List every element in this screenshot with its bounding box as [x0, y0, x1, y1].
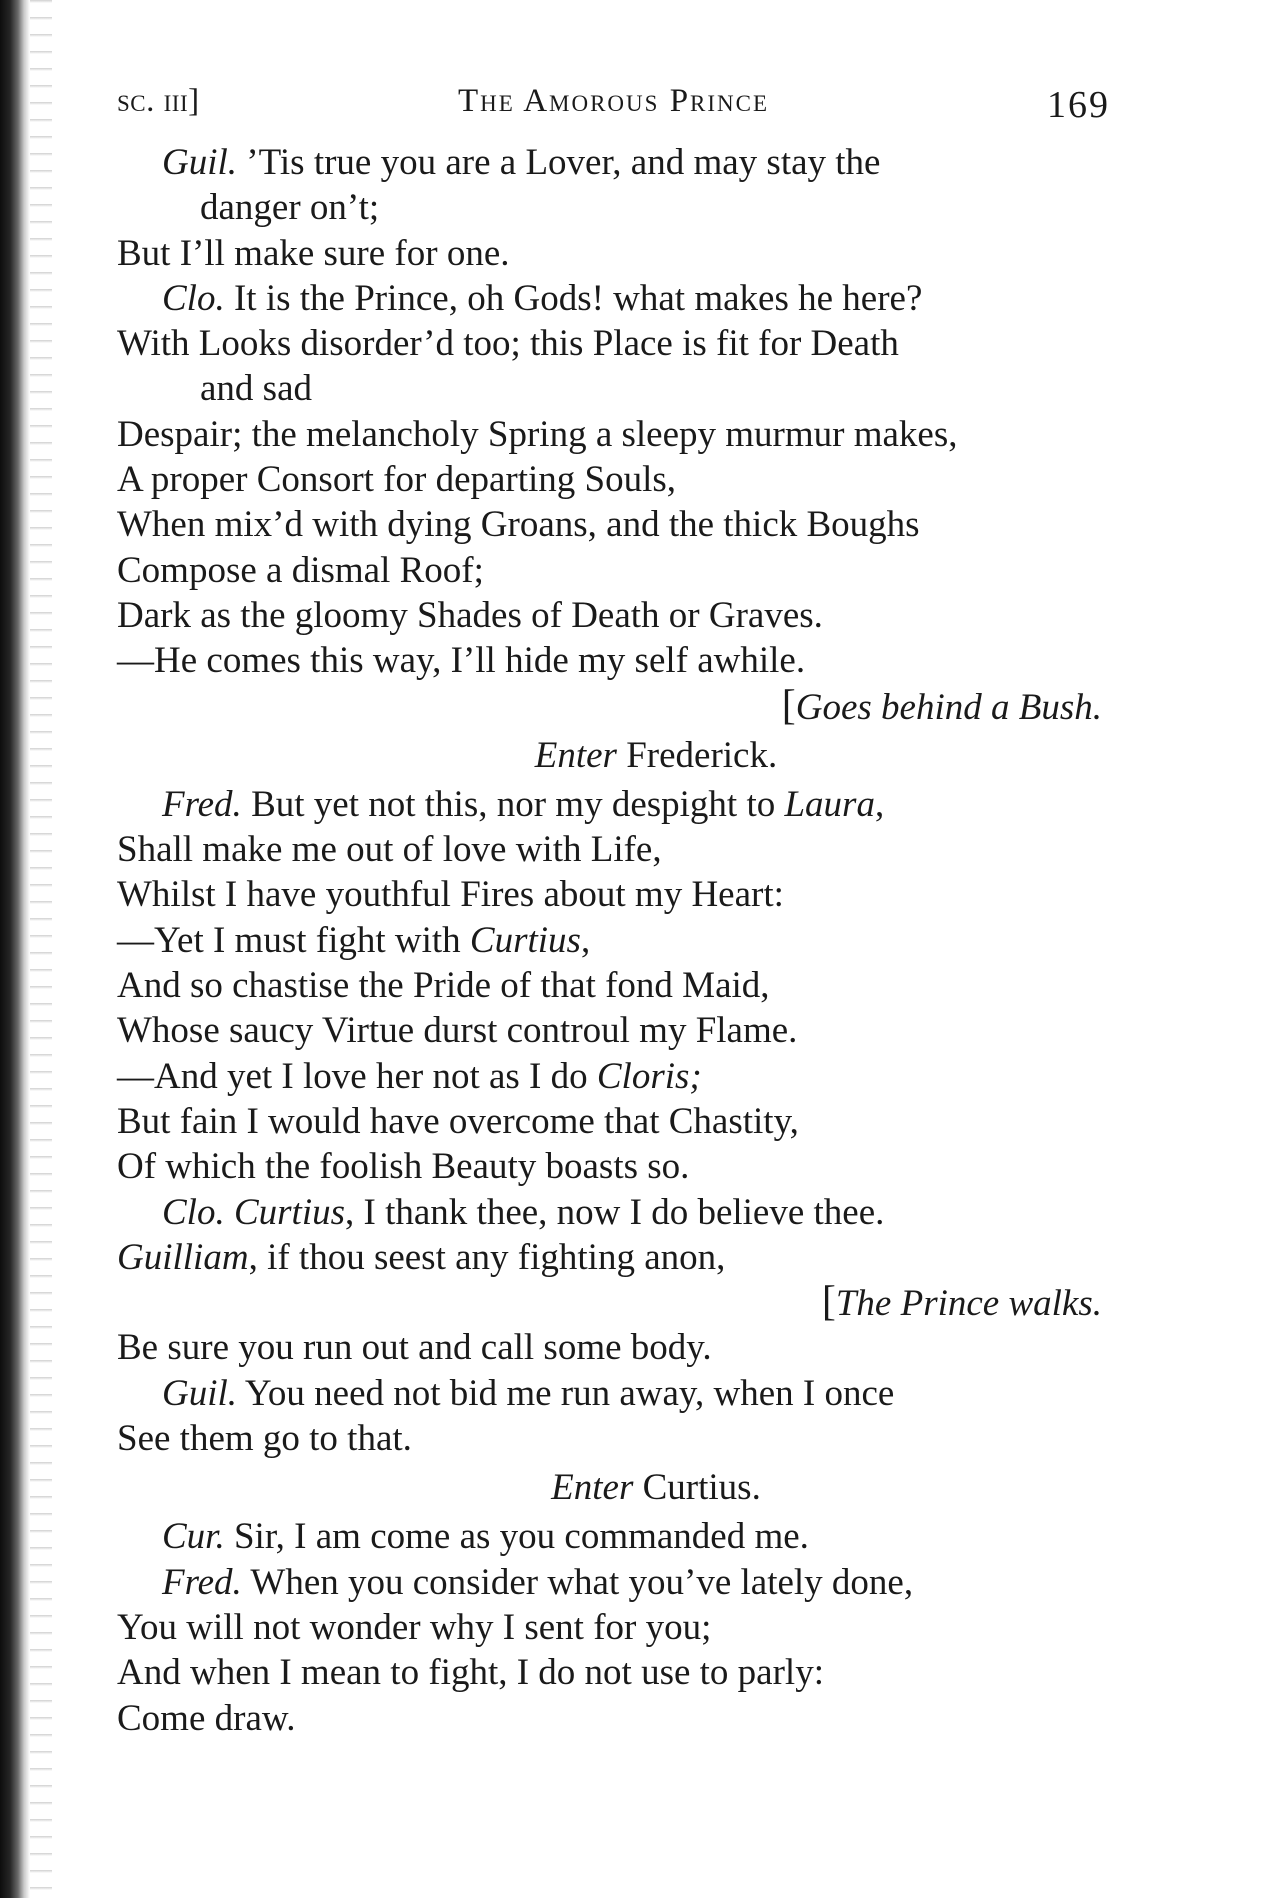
line-text: But I’ll make sure for one. [117, 232, 510, 274]
speaker-name: Fred. [162, 783, 242, 825]
line-text: But yet not this, nor my despight to [241, 783, 785, 825]
verse-line [117, 231, 1115, 276]
speaker-name: Guil. [162, 1372, 238, 1414]
dialogue-line [117, 276, 1115, 321]
line-text: Of which the foolish Beauty boasts so. [117, 1146, 690, 1188]
verse-line [117, 1054, 1115, 1099]
entrance-direction [117, 729, 1115, 782]
character-name: Frederick. [616, 734, 778, 776]
verse-line [117, 1325, 1115, 1370]
line-text: When mix’d with dying Groans, and the thick Boughs [117, 504, 920, 546]
verse-line [117, 1416, 1115, 1461]
line-text: And when I mean to fight, I do not use to parly: [117, 1652, 824, 1694]
play-text [117, 140, 1115, 1741]
line-text: You need not bid me run away, when I once [237, 1372, 895, 1414]
stage-direction [117, 684, 1115, 729]
line-text: When you consider what you’ve lately done, [241, 1561, 914, 1603]
dialogue-line [117, 1190, 1115, 1235]
line-text: But fain I would have overcome that Chastity, [117, 1100, 799, 1142]
line-text: Sir, I am come as you commanded me. [224, 1516, 809, 1558]
line-text: and sad [200, 368, 312, 410]
speaker-name: Fred. [162, 1561, 242, 1603]
italic-name: Guilliam [117, 1236, 249, 1278]
speaker-name: Clo. [162, 277, 225, 319]
line-text: And so chastise the Pride of that fond Maid, [117, 965, 770, 1007]
speaker-name: Clo. [162, 1191, 225, 1233]
direction-bracket: [ [781, 682, 796, 729]
scene-marker: sc. iii] [117, 83, 200, 119]
verse-line [117, 1008, 1115, 1053]
line-text: With Looks disorder’d too; this Place is fit for Death [117, 323, 899, 365]
line-text-after: , [580, 919, 591, 961]
italic-name: Curtius [469, 919, 581, 961]
line-text-after: , if thou seest any fighting anon, [248, 1236, 726, 1278]
line-text: See them go to that. [117, 1418, 412, 1460]
line-text: Shall make me out of love with Life, [117, 829, 662, 871]
direction-text: The Prince walks. [835, 1283, 1102, 1325]
verse-line [117, 638, 1115, 683]
italic-name: Laura [784, 783, 875, 825]
verse-line [117, 502, 1115, 547]
verse-line [117, 1605, 1115, 1650]
verse-line [117, 548, 1115, 593]
dialogue-line [117, 782, 1115, 827]
entrance-direction [117, 1461, 1115, 1514]
line-text: Dark as the gloomy Shades of Death or Graves. [117, 594, 823, 636]
line-text: Compose a dismal Roof; [117, 549, 484, 591]
line-text-after: , [874, 783, 885, 825]
verse-line [117, 593, 1115, 638]
dialogue-line [117, 1371, 1115, 1416]
direction-text: Goes behind a Bush. [795, 686, 1102, 728]
line-text: —And yet I love her not as I do [117, 1055, 597, 1097]
verse-line [117, 963, 1115, 1008]
line-text [225, 1192, 234, 1233]
enter-word: Enter [551, 1467, 634, 1509]
page-number: 169 [1047, 84, 1110, 126]
line-text: You will not wonder why I sent for you; [117, 1606, 712, 1648]
dialogue-line [117, 1560, 1115, 1605]
speaker-name: Guil. [162, 142, 238, 183]
dialogue-line [117, 140, 1115, 185]
italic-name: Cloris; [596, 1055, 702, 1097]
verse-line [117, 1099, 1115, 1144]
line-text: —Yet I must fight with [117, 919, 470, 961]
verse-line [117, 1696, 1115, 1741]
line-text-after: , I thank thee, now I do believe thee. [345, 1191, 885, 1233]
line-text: A proper Consort for departing Souls, [117, 459, 677, 501]
verse-line [117, 1235, 1115, 1280]
verse-line [117, 827, 1115, 872]
line-text: ’Tis true you are a Lover, and may stay the [237, 142, 881, 183]
verse-line [117, 918, 1115, 963]
verse-line [117, 1144, 1115, 1189]
line-text: danger on’t; [200, 187, 380, 229]
verse-line [117, 412, 1115, 457]
line-text: Despair; the melancholy Spring a sleepy murmur makes, [117, 413, 958, 455]
line-text: Come draw. [117, 1697, 296, 1739]
line-text: Whilst I have youthful Fires about my Heart: [117, 874, 784, 916]
stage-direction [117, 1280, 1115, 1325]
enter-word: Enter [534, 734, 617, 776]
verse-line [117, 457, 1115, 502]
running-header [117, 83, 1110, 133]
line-text: Be sure you run out and call some body. [117, 1327, 712, 1369]
verse-line [117, 185, 1115, 230]
verse-line [117, 321, 1115, 366]
speaker-name: Cur. [162, 1516, 225, 1558]
direction-bracket: [ [821, 1279, 836, 1326]
line-text: Whose saucy Virtue durst controul my Flame. [117, 1010, 798, 1052]
verse-line [117, 366, 1115, 411]
line-text: —He comes this way, I’ll hide my self awhile. [117, 640, 806, 682]
italic-name: Curtius [233, 1191, 346, 1233]
verse-line [117, 872, 1115, 917]
running-title: The Amorous Prince [457, 83, 770, 119]
line-text: It is the Prince, oh Gods! what makes he here? [224, 277, 923, 319]
dialogue-line [117, 1514, 1115, 1559]
character-name: Curtius. [633, 1467, 761, 1509]
verse-line [117, 1650, 1115, 1695]
